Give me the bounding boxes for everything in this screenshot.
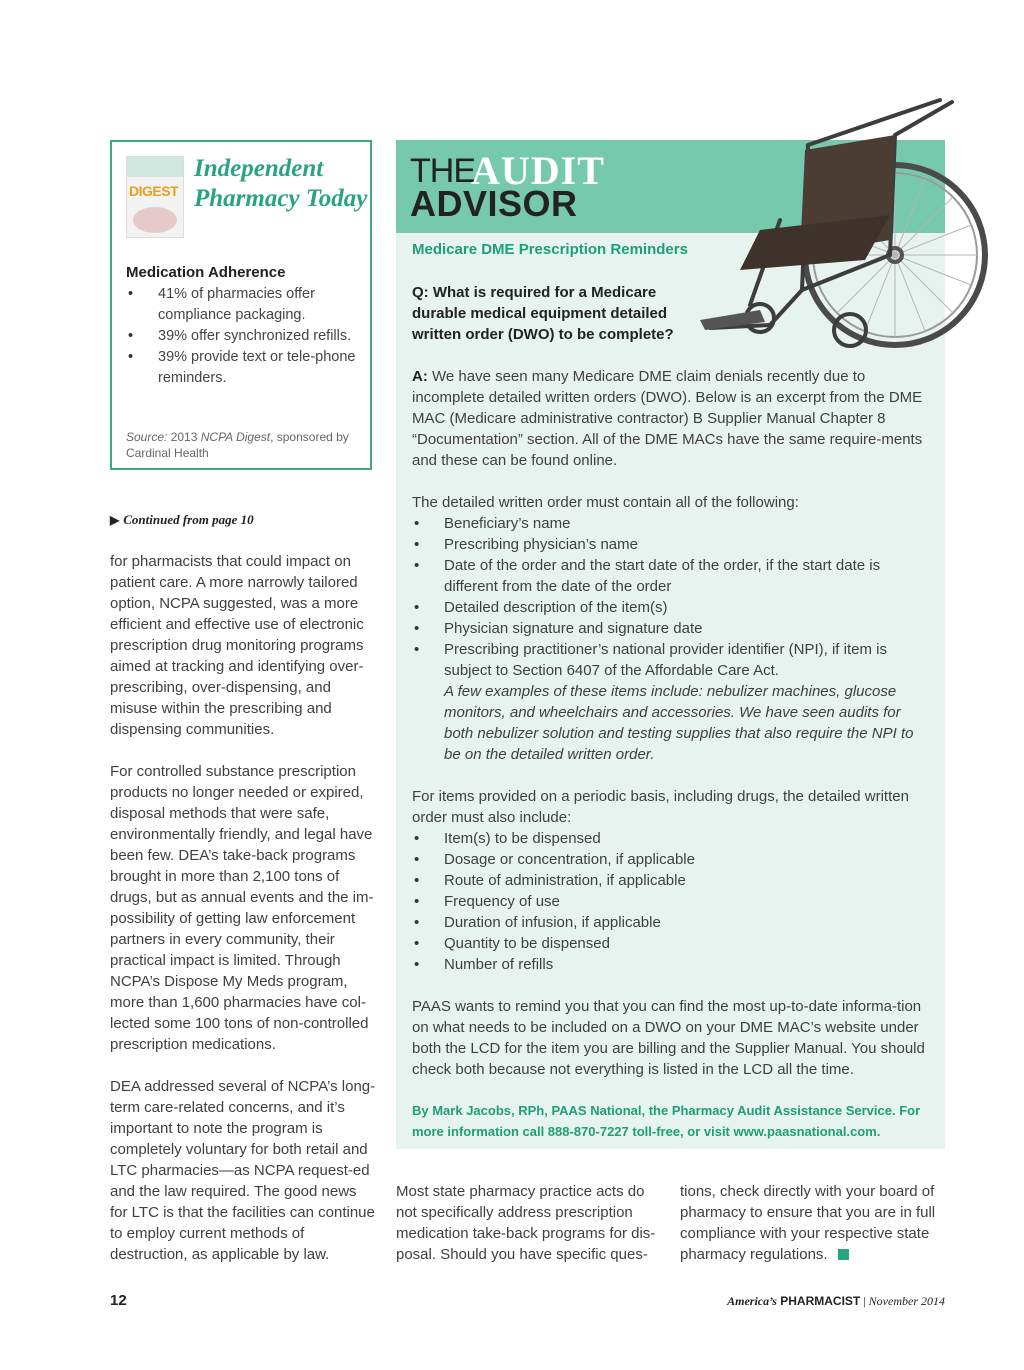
- list-item: • Route of administration, if applicable: [412, 870, 932, 891]
- audit-subtitle: Medicare DME Prescription Reminders: [412, 241, 688, 258]
- audit-byline: By Mark Jacobs, RPh, PAAS National, the Pharmacy Audit Assistance Service. For more information call 888-870-7227 toll-free, or visit www.paasnational.com.: [412, 1103, 921, 1139]
- list-item: • Physician signature and signature date: [412, 618, 932, 639]
- answer-text: We have seen many Medicare DME claim denials recently due to incomplete detailed written orders (DWO). Below is an excerpt from the DME MAC (Medicare administrative contractor) B Supplier Manual Chapter 8 “Documentation” section. All of the DME MACs have the same require-ments and these can be found online.: [412, 368, 923, 469]
- digest-cover-thumbnail: [126, 156, 184, 238]
- periodic-items-list: [412, 828, 932, 975]
- page-number: 12: [110, 1292, 127, 1309]
- article-paragraph: DEA addressed several of NCPA’s long-term care-related concerns, and it’s important to note the program is completely voluntary for both retail and LTC pharmacies—as NCPA request-ed and the law required. The good news for LTC is that the facilities can continue to employ current methods of destruction, as applicable by law.: [110, 1078, 376, 1263]
- audit-title-audit: AUDIT: [471, 148, 605, 193]
- play-arrow-icon: ▶: [110, 513, 120, 527]
- audit-question: Q: What is required for a Medicare durable medical equipment detailed written order (DWO) to be complete?: [412, 284, 674, 343]
- list-item: • 39% provide text or tele-phone reminders.: [126, 347, 362, 389]
- list-item: • Detailed description of the item(s): [412, 597, 932, 618]
- continued-text: Continued from page 10: [123, 512, 254, 527]
- list-item: • Date of the order and the start date of the order, if the start date is different from the date of the order: [412, 555, 932, 597]
- magazine-name-a: America’s: [727, 1294, 777, 1308]
- audit-answer: [412, 366, 932, 471]
- bottom-column-2-text: tions, check directly with your board of pharmacy to ensure that you are in full compliance with your respective state pharmacy regulations.: [680, 1183, 936, 1263]
- list-item: • 39% offer synchronized refills.: [126, 326, 362, 347]
- issue-date: November 2014: [868, 1294, 945, 1308]
- list-item: • Dosage or concentration, if applicable: [412, 849, 932, 870]
- audit-advisor-content: [412, 282, 932, 1080]
- source-publication: NCPA Digest: [200, 430, 271, 444]
- bottom-column-2: [680, 1181, 945, 1265]
- list-item: • Number of refills: [412, 954, 932, 975]
- footer-separator: |: [860, 1294, 869, 1308]
- digest-cover-label: DIGEST: [129, 183, 179, 199]
- continued-from-marker: [110, 512, 254, 528]
- list1-intro: The detailed written order must contain all of the following:: [412, 494, 799, 511]
- list-item: • 41% of pharmacies offer compliance packaging.: [126, 284, 362, 326]
- independent-pharmacy-today-box: [110, 140, 372, 470]
- footer-publication: [727, 1294, 945, 1309]
- list1-note: A few examples of these items include: nebulizer machines, glucose monitors, and wheelchairs and accessories. We have seen audits for both nebulizer solution and testing supplies that also require the NPI to be on the detailed written order.: [444, 683, 914, 763]
- list-item: • Quantity to be dispensed: [412, 933, 932, 954]
- source-sponsor: , sponsored by Cardinal Health: [126, 430, 349, 460]
- list-item: • Prescribing practitioner’s national provider identifier (NPI), if item is subject to Section 6407 of the Affordable Care Act.: [412, 639, 932, 681]
- dwo-requirements-list: [412, 513, 932, 681]
- sidebar-stats-list: [126, 284, 362, 389]
- audit-title-advisor: ADVISOR: [410, 183, 578, 224]
- end-of-article-square-icon: [838, 1249, 849, 1260]
- sidebar-title: Independent Pharmacy Today: [194, 155, 368, 212]
- list-item: • Duration of infusion, if applicable: [412, 912, 932, 933]
- list-item: • Item(s) to be dispensed: [412, 828, 932, 849]
- source-label: Source:: [126, 430, 168, 444]
- left-article-column: [110, 551, 378, 1286]
- answer-label: A:: [412, 368, 428, 385]
- list2-intro: For items provided on a periodic basis, including drugs, the detailed written order must also include:: [412, 788, 909, 826]
- sidebar-source: [126, 429, 362, 461]
- list-item: • Frequency of use: [412, 891, 932, 912]
- audit-title-the: THE: [410, 152, 475, 190]
- sidebar-heading: Medication Adherence: [126, 264, 286, 281]
- article-paragraph: For controlled substance prescription products no longer needed or expired, disposal methods that were safe, environmentally friendly, and legal have been few. DEA’s take-back programs brought in more than 2,100 tons of drugs, but as annual events and the im-possibility of getting law enforcement partners in every community, their practical impact is limited. Through NCPA’s Dispose My Meds program, more than 1,600 pharmacies have col-lected some 100 tons of non-controlled prescription medications.: [110, 763, 374, 1053]
- magazine-name-b: PHARMACIST: [776, 1294, 861, 1308]
- audit-closing: PAAS wants to remind you that you can find the most up-to-date informa-tion on what needs to be included on a DWO on your DME MAC’s website under both the LCD for the item you are billing and the Supplier Manual. You should check both because not everything is listed in the LCD all the time.: [412, 998, 925, 1078]
- bottom-column-1: Most state pharmacy practice acts do not specifically address prescription medication take-back programs for dis-posal. Should you have specific ques-: [396, 1183, 656, 1263]
- article-paragraph: for pharmacists that could impact on patient care. A more narrowly tailored option, NCPA suggested, was a more efficient and effective use of electronic prescription drug monitoring programs aimed at tracking and identifying over-prescribing, over-dispensing, and misuse within the prescribing and dispensing communities.: [110, 553, 364, 738]
- list-item: • Prescribing physician’s name: [412, 534, 932, 555]
- list-item: • Beneficiary’s name: [412, 513, 932, 534]
- source-year: 2013: [167, 430, 201, 444]
